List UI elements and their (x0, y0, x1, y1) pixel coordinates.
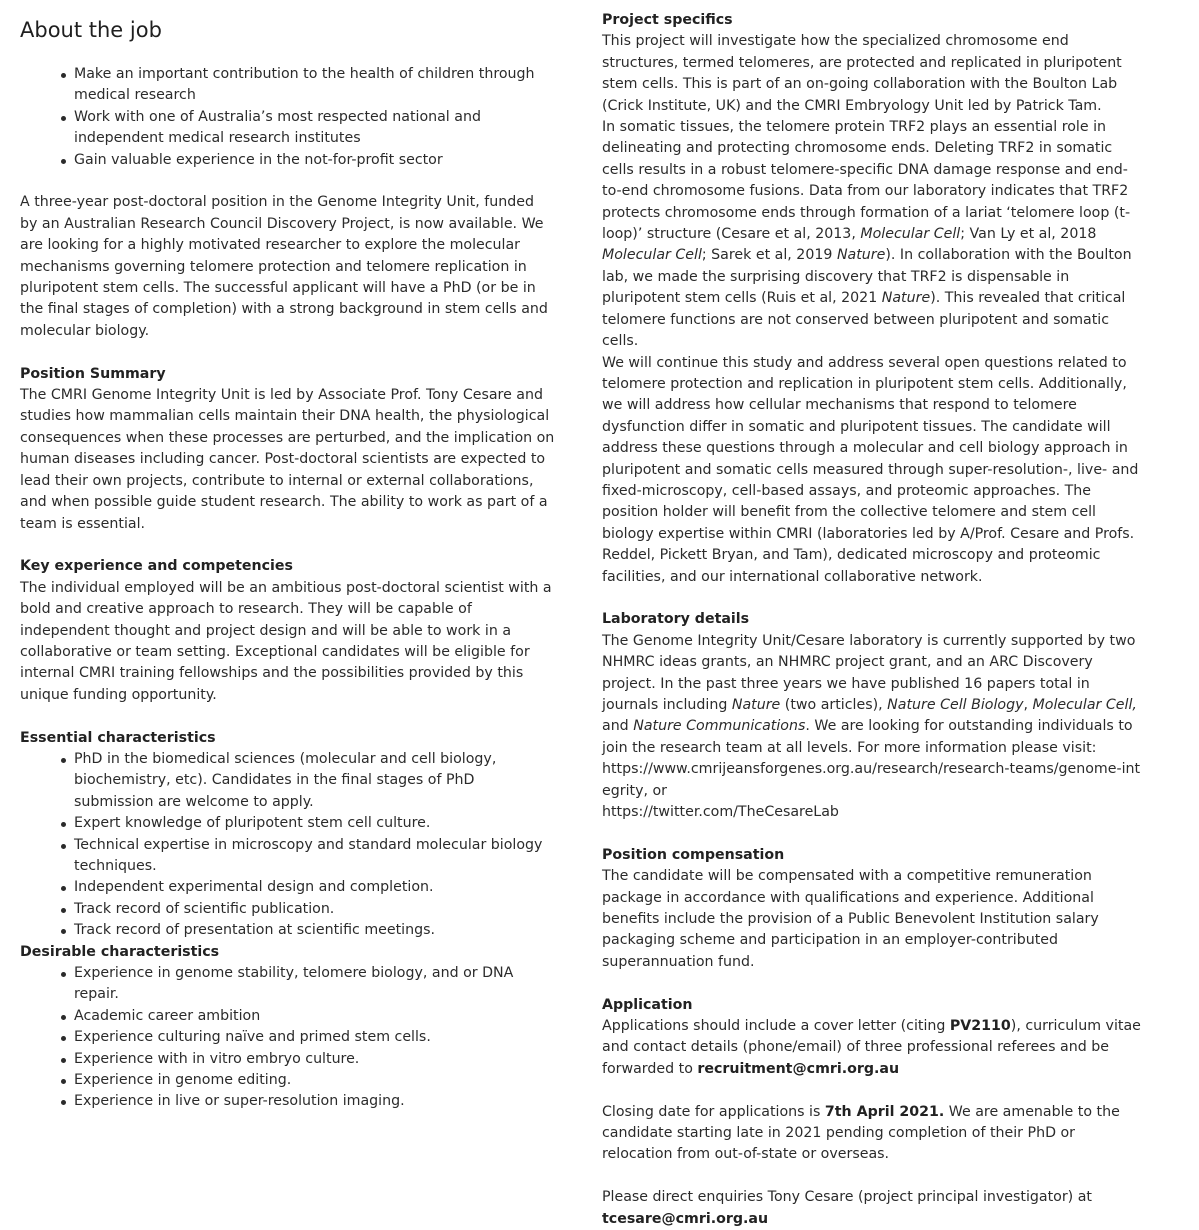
laboratory-details-heading: Laboratory details (602, 611, 750, 628)
key-experience-text: The individual employed will be an ambitious post-doctoral scientist with a bold and creative approach to research. They will be capable of independent thought and project design and will be able to work in a collaborative or team setting. Exceptional candidates will be eligible for internal CMRI training fellowships and the possibilities provided by this unique funding opportunity. (20, 579, 552, 703)
application-text: Applications should include a cover letter (citing PV2110), curriculum vitae and contact details (phone/email) of three professional referees and be forwarded to recruitment@cmri.org.au (602, 1018, 1141, 1077)
list-item: Track record of presentation at scientific meetings. (74, 920, 555, 941)
list-item: Expert knowledge of pluripotent stem cell culture. (74, 813, 555, 834)
recruitment-email[interactable]: recruitment@cmri.org.au (697, 1060, 900, 1077)
project-paragraph-3: We will continue this study and address several open questions related to telomere protection and replication in pluripotent stem cells. Additionally, we will address how cellular mechanisms that respond to telomere dysfunction differ in somatic and pluripotent tissues. The candidate will address these questions through a molecular and cell biology approach in pluripotent and somatic cells measured through super-resolution-, live- and fixed-microscopy, cell-based assays, and proteomic approaches. The position holder will benefit from the collective telomere and stem cell biology expertise within CMRI (laboratories led by A/Prof. Cesare and Profs. Reddel, Pickett Bryan, and Tam), dedicated microscopy and proteomic facilities, and our international collaborative network. (602, 354, 1139, 585)
list-item: Experience in genome stability, telomere biology, and or DNA repair. (74, 963, 555, 1006)
enquiries-text: Please direct enquiries Tony Cesare (project principal investigator) at (602, 1189, 1092, 1206)
desirable-heading: Desirable characteristics (20, 943, 220, 960)
left-column (20, 0, 555, 1113)
essential-list (20, 749, 555, 942)
list-item: Make an important contribution to the health of children through medical research (74, 64, 555, 107)
desirable-list (20, 963, 555, 1113)
list-item: Experience with in vitro embryo culture. (74, 1049, 555, 1070)
page-title: About the job (20, 18, 162, 42)
list-item: Track record of scientific publication. (74, 899, 555, 920)
list-item: PhD in the biomedical sciences (molecular and cell biology, biochemistry, etc). Candidates in the final stages of PhD submission are welcome to apply. (74, 749, 555, 813)
list-item: Experience in genome editing. (74, 1070, 555, 1091)
list-item: Experience in live or super-resolution imaging. (74, 1091, 555, 1112)
list-item: Technical expertise in microscopy and standard molecular biology techniques. (74, 835, 555, 878)
twitter-link[interactable]: https://twitter.com/TheCesareLab (602, 804, 839, 821)
list-item: Experience culturing naïve and primed stem cells. (74, 1027, 555, 1048)
position-compensation-heading: Position compensation (602, 846, 785, 863)
project-paragraph-2: In somatic tissues, the telomere protein TRF2 plays an essential role in delineating and protecting chromosome ends. Deleting TRF2 in somatic cells results in a robust telomere-specific DNA damage response and end-to-end chromosome fusions. Data from our laboratory indicates that TRF2 protects chromosome ends through formation of a lariat ‘telomere loop (t-loop)’ structure (Cesare et al, 2013, Molecular Cell; Van Ly et al, 2018 Molecular Cell; Sarek et al, 2019 Nature). In collaboration with the Boulton lab, we made the surprising discovery that TRF2 is dispensable in pluripotent stem cells (Ruis et al, 2021 Nature). This revealed that critical telomere functions are not conserved between pluripotent and somatic cells. (602, 119, 1132, 350)
closing-date-text: Closing date for applications is 7th April 2021. We are amenable to the candidate starting late in 2021 pending completion of their PhD or relocation from out-of-state or overseas. (602, 1103, 1120, 1163)
key-experience-heading: Key experience and competencies (20, 558, 293, 575)
right-column (602, 10, 1142, 1230)
position-summary-text: The CMRI Genome Integrity Unit is led by Associate Prof. Tony Cesare and studies how mammalian cells maintain their DNA health, the physiological consequences when these processes are perturbed, and the implication on human diseases including cancer. Post-doctoral scientists are expected to lead their own projects, contribute to internal or external collaborations, and when possible guide student research. The ability to work as part of a team is essential. (20, 387, 555, 532)
position-summary-heading: Position Summary (20, 365, 166, 382)
list-item: Gain valuable experience in the not-for-profit sector (74, 150, 555, 171)
closing-date: 7th April 2021. (824, 1103, 945, 1120)
essential-heading: Essential characteristics (20, 729, 216, 746)
list-item: Academic career ambition (74, 1006, 555, 1027)
project-paragraph-1: This project will investigate how the specialized chromosome end structures, termed telomeres, are protected and replicated in pluripotent stem cells. This is part of an on-going collaboration with the Boulton Lab (Crick Institute, UK) and the CMRI Embryology Unit led by Patrick Tam. (602, 33, 1122, 114)
reference-code: PV2110 (949, 1018, 1011, 1035)
genome-integrity-link[interactable]: https://www.cmrijeansforgenes.org.au/research/research-teams/genome-integrity, or (602, 761, 1141, 799)
laboratory-details-text: The Genome Integrity Unit/Cesare laboratory is currently supported by two NHMRC ideas grants, an NHMRC project grant, and an ARC Discovery project. In the past three years we have published 16 papers total in journals including Nature (two articles), Nature Cell Biology, Molecular Cell, and Nature Communications. We are looking for outstanding individuals to join the research team at all levels. For more information please visit: (602, 632, 1137, 756)
list-item: Independent experimental design and completion. (74, 877, 555, 898)
enquiries-email[interactable]: tcesare@cmri.org.au (602, 1210, 769, 1227)
intro-bullet-list (20, 64, 555, 171)
application-heading: Application (602, 996, 693, 1013)
position-compensation-text: The candidate will be compensated with a competitive remuneration package in accordance with qualifications and experience. Additional benefits include the provision of a Public Benevolent Institution salary packaging scheme and participation in an employer-contributed superannuation fund. (602, 868, 1099, 970)
list-item: Work with one of Australia’s most respected national and independent medical research institutes (74, 107, 555, 150)
project-specifics-heading: Project specifics (602, 12, 733, 28)
intro-paragraph: A three-year post-doctoral position in the Genome Integrity Unit, funded by an Australian Research Council Discovery Project, is now available. We are looking for a highly motivated researcher to explore the molecular mechanisms governing telomere protection and telomere replication in pluripotent stem cells. The successful applicant will have a PhD (or be in the final stages of completion) with a strong background in stem cells and molecular biology. (20, 194, 548, 339)
